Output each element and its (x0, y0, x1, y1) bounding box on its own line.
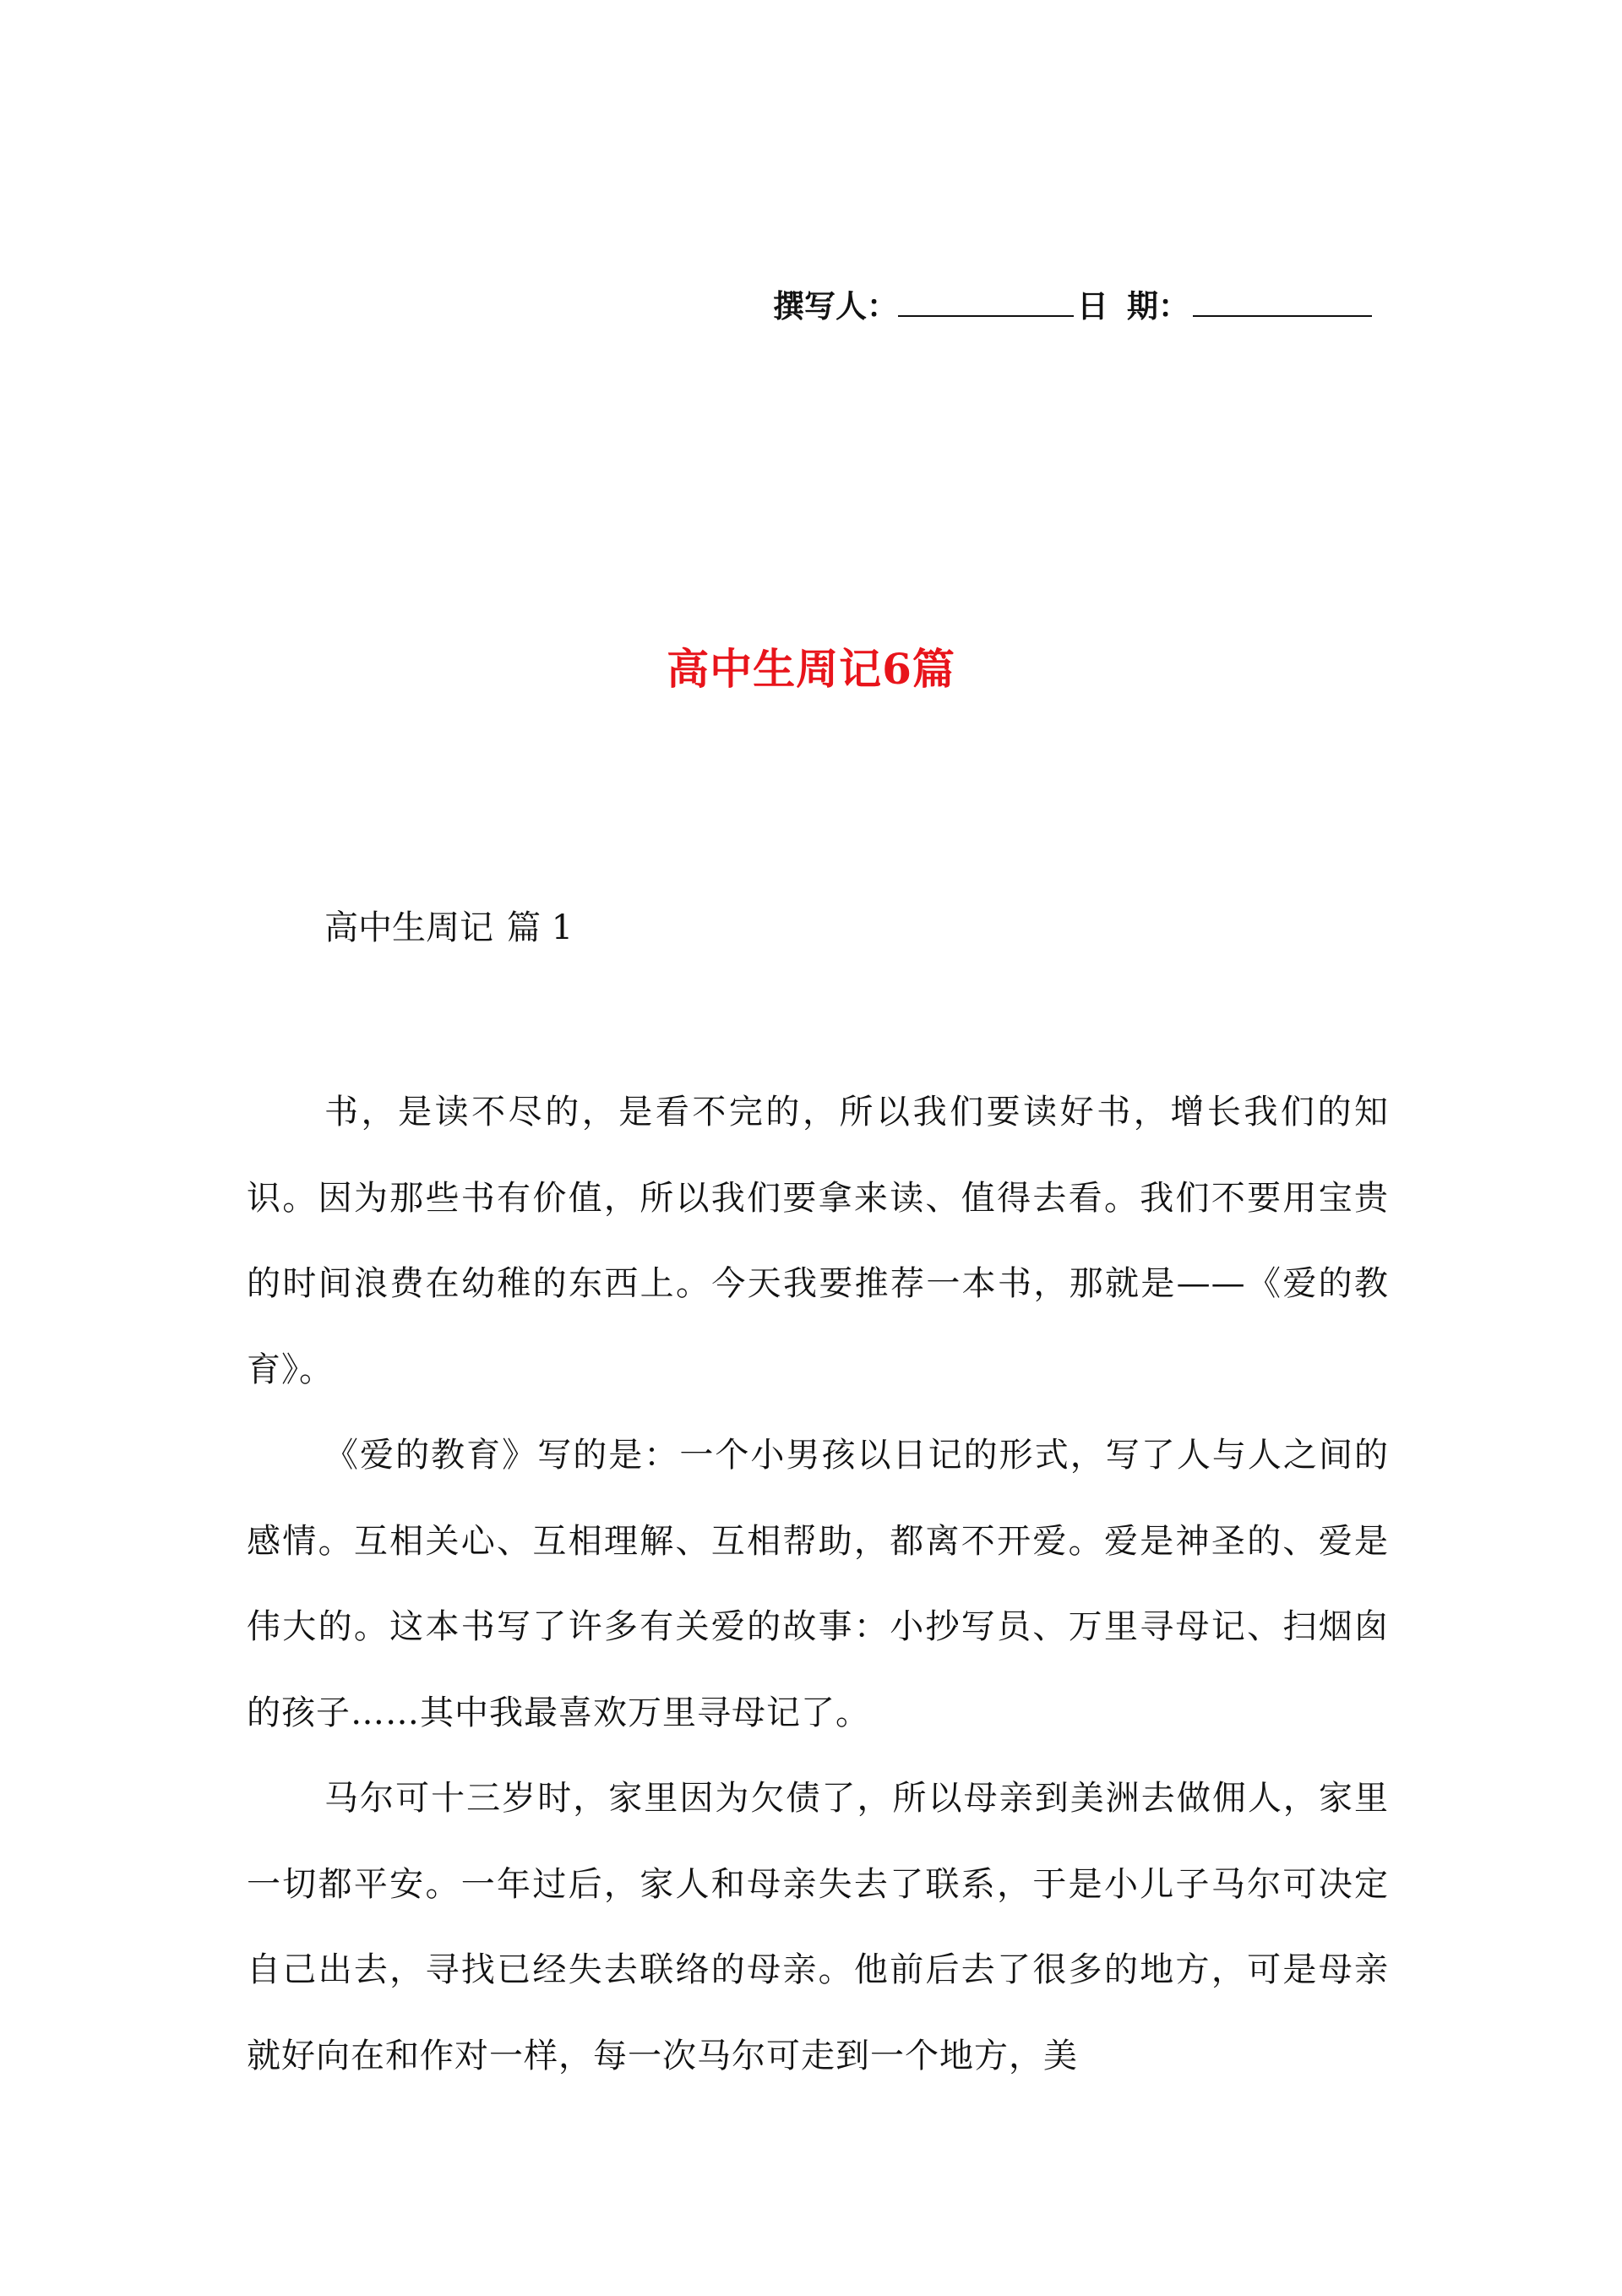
paragraph-2: 《爱的教育》写的是：一个小男孩以日记的形式，写了人与人之间的感情。互相关心、互相理解、互相帮助，都离不开爱。爱是神圣的、爱是伟大的。这本书写了许多有关爱的故事：小抄写员、万里寻母记、扫烟囱的孩子……其中我最喜欢万里寻母记了。 (247, 1436, 1389, 1732)
date-label-period: 期： (1127, 287, 1189, 324)
section-heading (324, 901, 573, 949)
header-signature-line (773, 281, 1381, 328)
document-title: 高中生周记6篇 (667, 644, 955, 694)
date-blank (1193, 290, 1372, 317)
paragraph-3: 马尔可十三岁时，家里因为欠债了，所以母亲到美洲去做佣人，家里一切都平安。一年过后，家人和母亲失去了联系，于是小儿子马尔可决定自己出去，寻找已经失去联络的母亲。他前后去了很多的地方，可是母亲就好向在和作对一样，每一次马尔可走到一个地方，美 (247, 1779, 1389, 2075)
body-text (247, 1070, 1389, 2099)
section-heading-text: 高中生周记 (324, 908, 493, 947)
section-heading-number: 篇 1 (507, 908, 574, 947)
paragraph-1: 书，是读不尽的，是看不完的，所以我们要读好书，增长我们的知识。因为那些书有价值，所以我们要拿来读、值得去看。我们不要用宝贵的时间浪费在幼稚的东西上。今天我要推荐一本书，那就是——《爱的教育》。 (247, 1093, 1389, 1389)
date-label-day: 日 (1077, 287, 1108, 324)
author-blank (898, 290, 1074, 317)
author-label: 撰写人： (773, 287, 898, 324)
